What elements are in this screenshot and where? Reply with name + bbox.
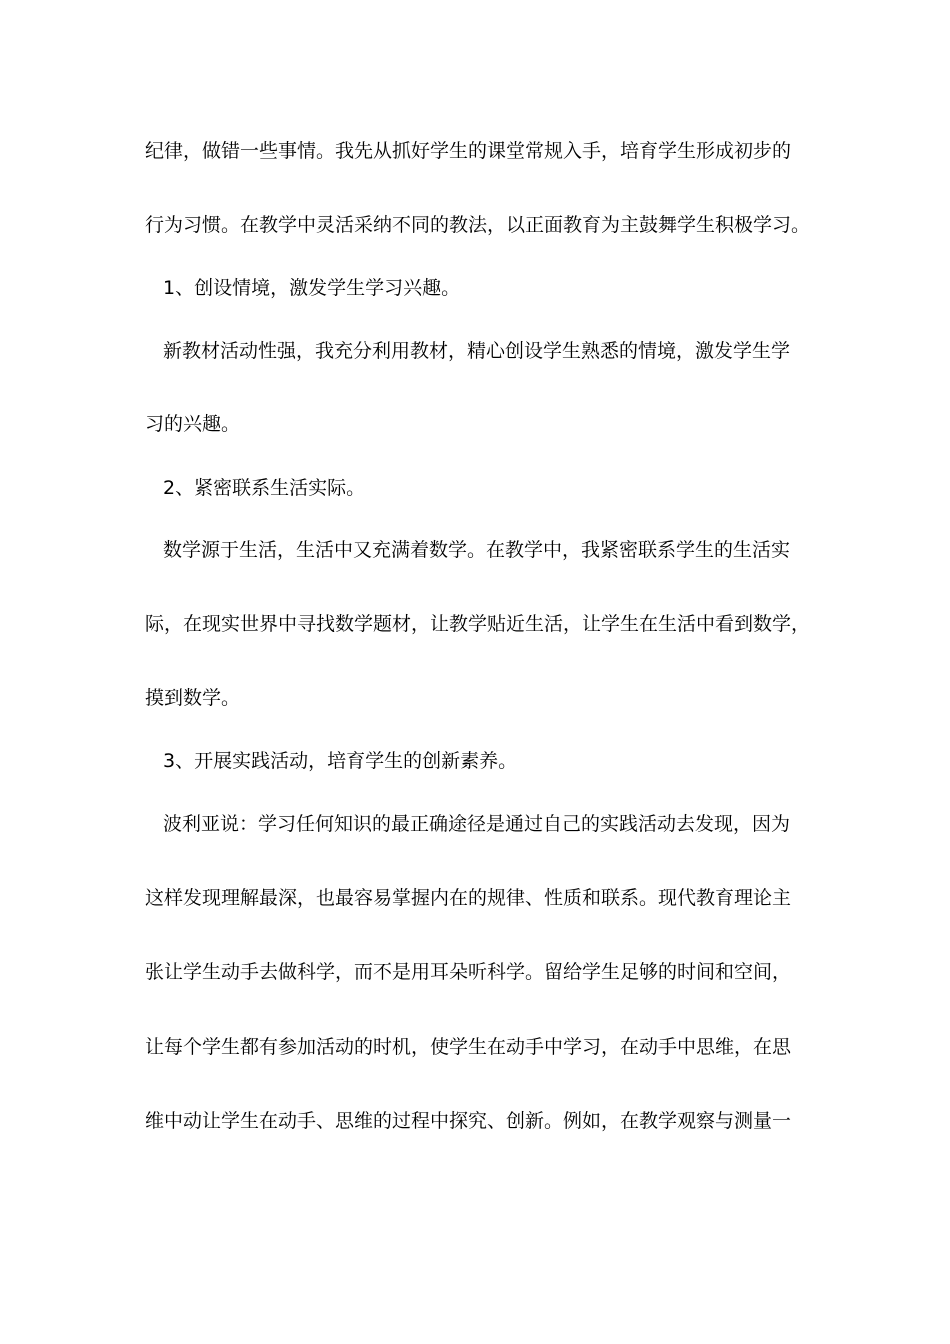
paragraph-line-10: 张让学生动手去做科学，而不是用耳朵听科学。留给学生足够的时间和空间， [145, 961, 792, 983]
paragraph-line-7: 摸到数学。 [145, 687, 241, 709]
paragraph-line-2: 行为习惯。在教学中灵活采纳不同的教法，以正面教育为主鼓舞学生积极学习。 [145, 214, 811, 236]
paragraph-line-4: 习的兴趣。 [145, 413, 241, 435]
section-heading-1: 1、创设情境，激发学生学习兴趣。 [163, 277, 461, 299]
paragraph-line-1: 纪律，做错一些事情。我先从抓好学生的课堂常规入手，培育学生形成初步的 [145, 140, 792, 162]
paragraph-line-3: 新教材活动性强，我充分利用教材，精心创设学生熟悉的情境，激发学生学 [163, 340, 791, 362]
paragraph-line-5: 数学源于生活，生活中又充满着数学。在教学中，我紧密联系学生的生活实 [163, 539, 791, 561]
paragraph-line-11: 让每个学生都有参加活动的时机，使学生在动手中学习，在动手中思维，在思 [145, 1036, 792, 1058]
paragraph-line-6: 际，在现实世界中寻找数学题材，让教学贴近生活，让学生在生活中看到数学， [145, 613, 811, 635]
section-heading-2: 2、紧密联系生活实际。 [163, 477, 366, 499]
paragraph-line-8: 波利亚说：学习任何知识的最正确途径是通过自己的实践活动去发现，因为 [163, 813, 791, 835]
paragraph-line-9: 这样发现理解最深，也最容易掌握内在的规律、性质和联系。现代教育理论主 [145, 887, 792, 909]
section-heading-3: 3、开展实践活动，培育学生的创新素养。 [163, 750, 518, 772]
paragraph-line-12: 维中动让学生在动手、思维的过程中探究、创新。例如，在教学观察与测量一 [145, 1110, 792, 1132]
